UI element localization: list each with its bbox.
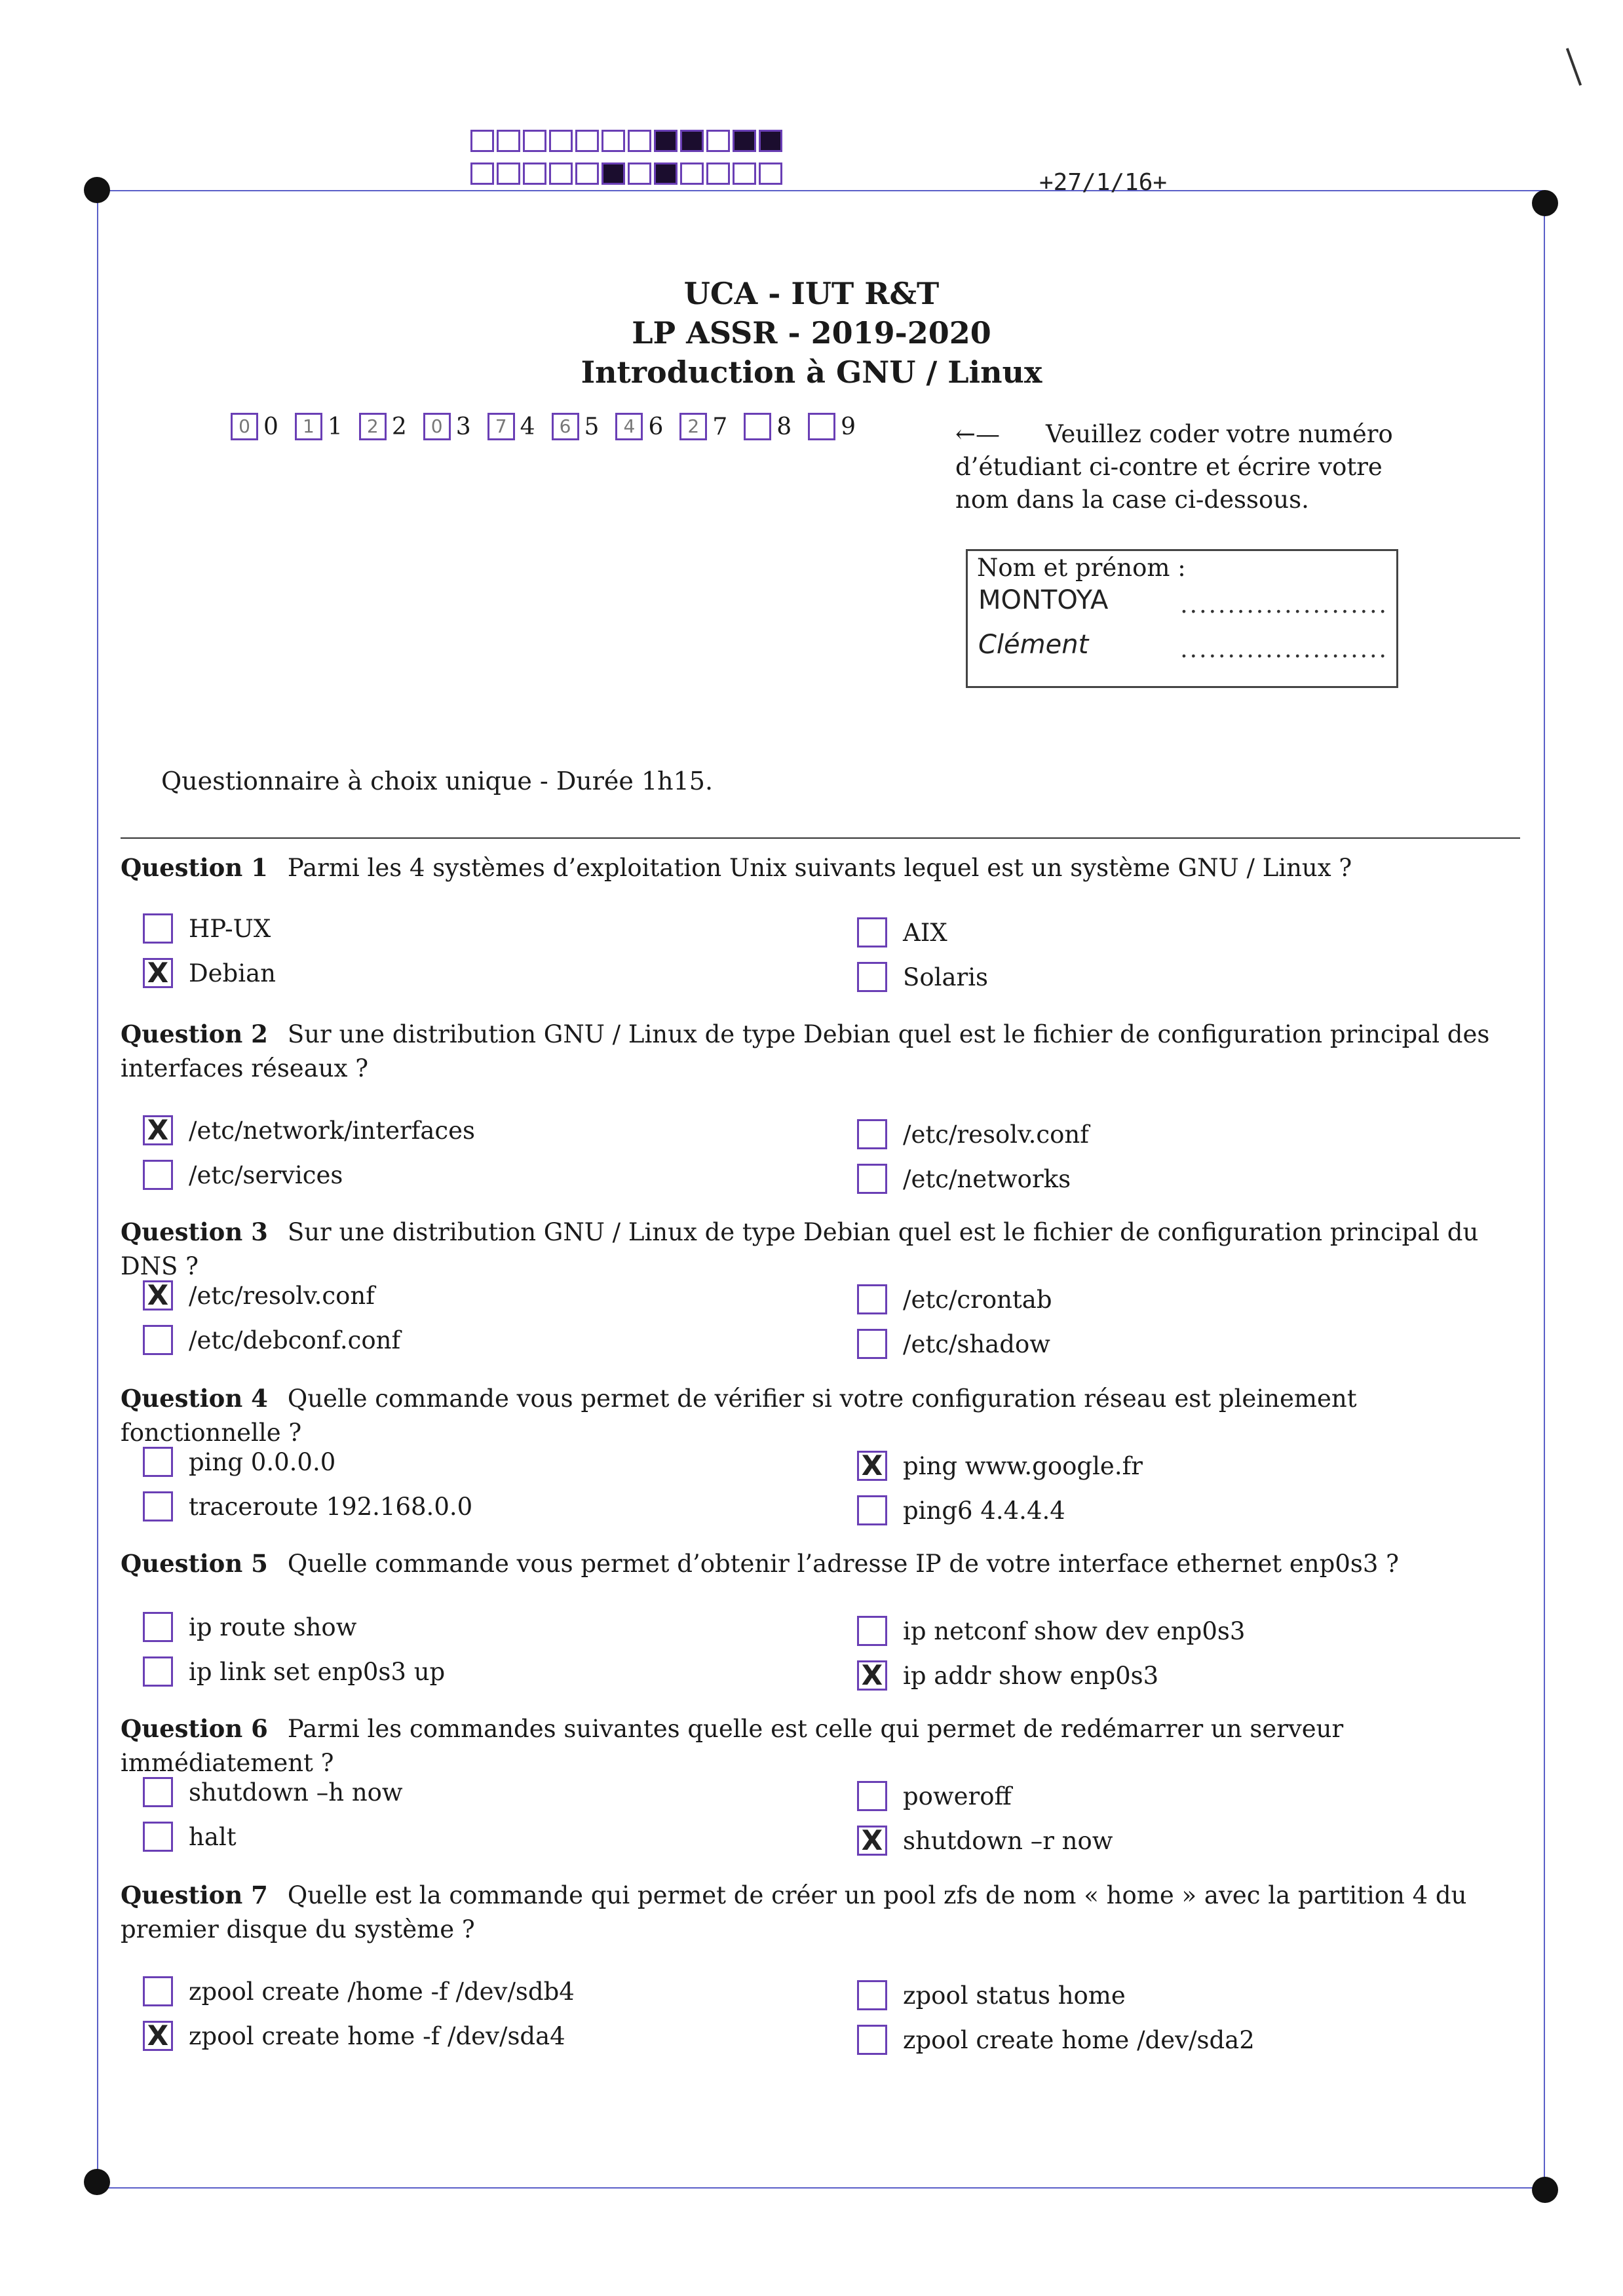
answer-option[interactable] <box>857 962 988 992</box>
checkbox[interactable] <box>857 1329 887 1359</box>
dotted-line: ...................... <box>1180 636 1388 663</box>
answer-option[interactable] <box>857 1495 1065 1525</box>
option-text: zpool create /home -f /dev/sdb4 <box>189 1977 575 2006</box>
answer-option[interactable] <box>857 2025 1255 2055</box>
answer-option[interactable] <box>857 1980 1126 2010</box>
checkbox[interactable]: X <box>143 1280 173 1311</box>
digit-box[interactable]: 6 <box>552 413 579 440</box>
checkbox[interactable] <box>143 1656 173 1687</box>
digit-option[interactable] <box>615 413 663 440</box>
question-6 <box>121 1712 1520 1780</box>
answer-option[interactable] <box>857 1284 1052 1314</box>
answer-option[interactable] <box>143 958 276 988</box>
corner-mark-top-left <box>84 177 110 203</box>
checkbox[interactable]: X <box>143 2021 173 2051</box>
question-label: Question 1 <box>121 853 268 882</box>
option-text: /etc/services <box>189 1160 343 1189</box>
checkbox[interactable]: X <box>857 1451 887 1481</box>
digit-label: 5 <box>584 413 600 440</box>
digit-label: 4 <box>520 413 535 440</box>
answer-option[interactable] <box>143 1612 356 1642</box>
divider <box>121 837 1520 839</box>
checkbox[interactable] <box>857 1284 887 1314</box>
checkbox[interactable] <box>857 917 887 947</box>
option-text: ping 0.0.0.0 <box>189 1447 336 1476</box>
answer-option[interactable] <box>857 1781 1012 1811</box>
question-text: Quelle commande vous permet d’obtenir l’adresse IP de votre interface ethernet enp0s3 ? <box>287 1550 1399 1578</box>
name-box-label: Nom et prénom : <box>977 554 1186 582</box>
question-label: Question 4 <box>121 1384 268 1413</box>
option-text: AIX <box>903 918 947 947</box>
option-text: ip netconf show dev enp0s3 <box>903 1617 1246 1645</box>
corner-mark-top-right <box>1532 190 1558 216</box>
answer-option[interactable] <box>143 1280 375 1311</box>
checkbox[interactable] <box>857 962 887 992</box>
answer-option[interactable] <box>857 1826 1113 1856</box>
answer-option[interactable] <box>143 1822 237 1852</box>
digit-label: 1 <box>327 413 343 440</box>
questionnaire-subtitle: Questionnaire à choix unique - Durée 1h15. <box>161 767 714 795</box>
option-text: /etc/crontab <box>903 1285 1052 1314</box>
checkbox[interactable]: X <box>143 958 173 988</box>
checkbox[interactable]: X <box>857 1826 887 1856</box>
checkbox[interactable]: X <box>143 1115 173 1145</box>
checkbox[interactable] <box>143 1491 173 1521</box>
instruction-text: Veuillez coder votre numéro d’étudiant ci-contre et écrire votre nom dans la case ci-dessous. <box>955 420 1393 514</box>
dotted-line: ...................... <box>1180 592 1388 619</box>
checkbox[interactable] <box>143 1976 173 2006</box>
digit-box[interactable]: 4 <box>615 413 643 440</box>
corner-mark-bottom-left <box>84 2169 110 2195</box>
digit-option[interactable] <box>487 413 535 440</box>
code-bar-bottom <box>470 163 785 185</box>
option-text: zpool status home <box>903 1981 1126 2010</box>
question-label: Question 7 <box>121 1881 268 1909</box>
handwritten-last-name: MONTOYA <box>978 585 1109 615</box>
digit-label: 6 <box>648 413 664 440</box>
option-text: ip route show <box>189 1613 357 1641</box>
checkbox[interactable] <box>143 1777 173 1807</box>
page-code: +27/1/16+ <box>1039 169 1168 196</box>
option-text: halt <box>189 1822 237 1851</box>
answer-option[interactable] <box>143 1325 400 1355</box>
digit-box[interactable] <box>744 413 771 440</box>
answer-option[interactable] <box>143 1160 343 1190</box>
answer-option[interactable] <box>143 1115 475 1145</box>
option-text: /etc/debconf.conf <box>189 1326 401 1354</box>
digit-label: 9 <box>841 413 856 440</box>
digit-option[interactable] <box>231 413 278 440</box>
checkbox[interactable]: X <box>857 1660 887 1691</box>
question-3 <box>121 1215 1520 1284</box>
question-text: Quelle est la commande qui permet de créer un pool zfs de nom « home » avec la partition 4 du premier disque du système ? <box>121 1881 1467 1943</box>
option-text: ping www.google.fr <box>903 1451 1143 1480</box>
option-text: shutdown –r now <box>903 1826 1113 1855</box>
question-5 <box>121 1546 1520 1581</box>
checkbox[interactable] <box>857 1980 887 2010</box>
digit-box[interactable]: 2 <box>359 413 387 440</box>
answer-option[interactable] <box>857 1164 1071 1194</box>
option-text: poweroff <box>903 1782 1012 1810</box>
answer-option[interactable] <box>143 1656 445 1687</box>
digit-option[interactable] <box>679 413 727 440</box>
question-text: Sur une distribution GNU / Linux de type Debian quel est le fichier de configuration principal des interfaces réseaux ? <box>121 1020 1490 1082</box>
title-line-3: Introduction à GNU / Linux <box>581 354 1042 390</box>
title-line-1: UCA - IUT R&T <box>683 276 940 311</box>
answer-option[interactable] <box>857 1616 1245 1646</box>
checkbox[interactable] <box>143 1160 173 1190</box>
checkbox[interactable] <box>857 2025 887 2055</box>
digit-option[interactable] <box>295 413 343 440</box>
code-bar-top <box>470 130 785 152</box>
digit-box[interactable]: 7 <box>487 413 515 440</box>
question-label: Question 2 <box>121 1020 268 1048</box>
digit-box[interactable]: 1 <box>295 413 322 440</box>
stray-pen-mark <box>1566 48 1582 86</box>
option-text: /etc/resolv.conf <box>189 1281 375 1310</box>
checkbox[interactable] <box>857 1119 887 1149</box>
option-text: HP-UX <box>189 914 271 943</box>
digit-box[interactable] <box>808 413 835 440</box>
option-text: Solaris <box>903 963 989 991</box>
question-text: Parmi les commandes suivantes quelle est celle qui permet de redémarrer un serveur immédiatement ? <box>121 1715 1344 1777</box>
option-text: /etc/networks <box>903 1164 1071 1193</box>
digit-label: 8 <box>776 413 792 440</box>
left-arrow-icon: ←— <box>955 420 1001 448</box>
option-text: ip addr show enp0s3 <box>903 1661 1159 1690</box>
digit-label: 2 <box>391 413 407 440</box>
option-text: Debian <box>189 959 276 987</box>
student-id-digits <box>231 413 872 440</box>
corner-mark-bottom-right <box>1532 2177 1558 2203</box>
question-text: Parmi les 4 systèmes d’exploitation Unix suivants lequel est un système GNU / Linux ? <box>287 854 1352 882</box>
option-text: zpool create home /dev/sda2 <box>903 2025 1255 2054</box>
answer-option[interactable] <box>143 1777 403 1807</box>
option-text: zpool create home -f /dev/sda4 <box>189 2021 565 2050</box>
option-text: /etc/network/interfaces <box>189 1116 476 1145</box>
question-text: Sur une distribution GNU / Linux de type Debian quel est le fichier de configuration principal du DNS ? <box>121 1218 1479 1280</box>
answer-option[interactable] <box>143 1491 472 1521</box>
checkbox[interactable] <box>143 1612 173 1642</box>
name-box[interactable] <box>966 549 1398 688</box>
digit-label: 7 <box>712 413 728 440</box>
option-text: /etc/resolv.conf <box>903 1120 1089 1149</box>
question-label: Question 5 <box>121 1549 268 1578</box>
checkbox[interactable] <box>143 913 173 944</box>
checkbox[interactable] <box>857 1781 887 1811</box>
answer-option[interactable] <box>143 1976 575 2006</box>
answer-option[interactable] <box>143 913 271 944</box>
digit-box[interactable]: 0 <box>231 413 258 440</box>
title-line-2: LP ASSR - 2019-2020 <box>632 315 991 351</box>
question-text: Quelle commande vous permet de vérifier si votre configuration réseau est pleinement fonctionnelle ? <box>121 1385 1357 1447</box>
handwritten-first-name: Clément <box>978 630 1089 660</box>
student-id-instruction <box>955 418 1414 516</box>
answer-option[interactable] <box>857 1451 1143 1481</box>
question-7 <box>121 1878 1520 1947</box>
checkbox[interactable] <box>143 1822 173 1852</box>
question-2 <box>121 1017 1520 1086</box>
answer-option[interactable] <box>857 1329 1050 1359</box>
digit-option[interactable] <box>552 413 600 440</box>
checkbox[interactable] <box>857 1616 887 1646</box>
option-text: ip link set enp0s3 up <box>189 1657 446 1686</box>
option-text: traceroute 192.168.0.0 <box>189 1492 473 1521</box>
question-1 <box>121 851 1520 885</box>
digit-box[interactable]: 0 <box>423 413 451 440</box>
checkbox[interactable] <box>857 1164 887 1194</box>
digit-option[interactable] <box>808 413 856 440</box>
answer-option[interactable] <box>857 1119 1089 1149</box>
answer-option[interactable] <box>857 1660 1158 1691</box>
question-label: Question 3 <box>121 1217 268 1246</box>
digit-label: 3 <box>455 413 471 440</box>
question-4 <box>121 1381 1520 1450</box>
digit-option[interactable] <box>359 413 407 440</box>
answer-option[interactable] <box>143 1447 335 1477</box>
checkbox[interactable] <box>857 1495 887 1525</box>
option-text: ping6 4.4.4.4 <box>903 1496 1065 1525</box>
option-text: /etc/shadow <box>903 1330 1050 1358</box>
option-text: shutdown –h now <box>189 1778 403 1807</box>
answer-option[interactable] <box>857 917 947 947</box>
checkbox[interactable] <box>143 1447 173 1477</box>
digit-option[interactable] <box>744 413 792 440</box>
answer-option[interactable] <box>143 2021 565 2051</box>
checkbox[interactable] <box>143 1325 173 1355</box>
question-label: Question 6 <box>121 1714 268 1743</box>
digit-box[interactable]: 2 <box>679 413 707 440</box>
digit-option[interactable] <box>423 413 471 440</box>
digit-label: 0 <box>263 413 278 440</box>
